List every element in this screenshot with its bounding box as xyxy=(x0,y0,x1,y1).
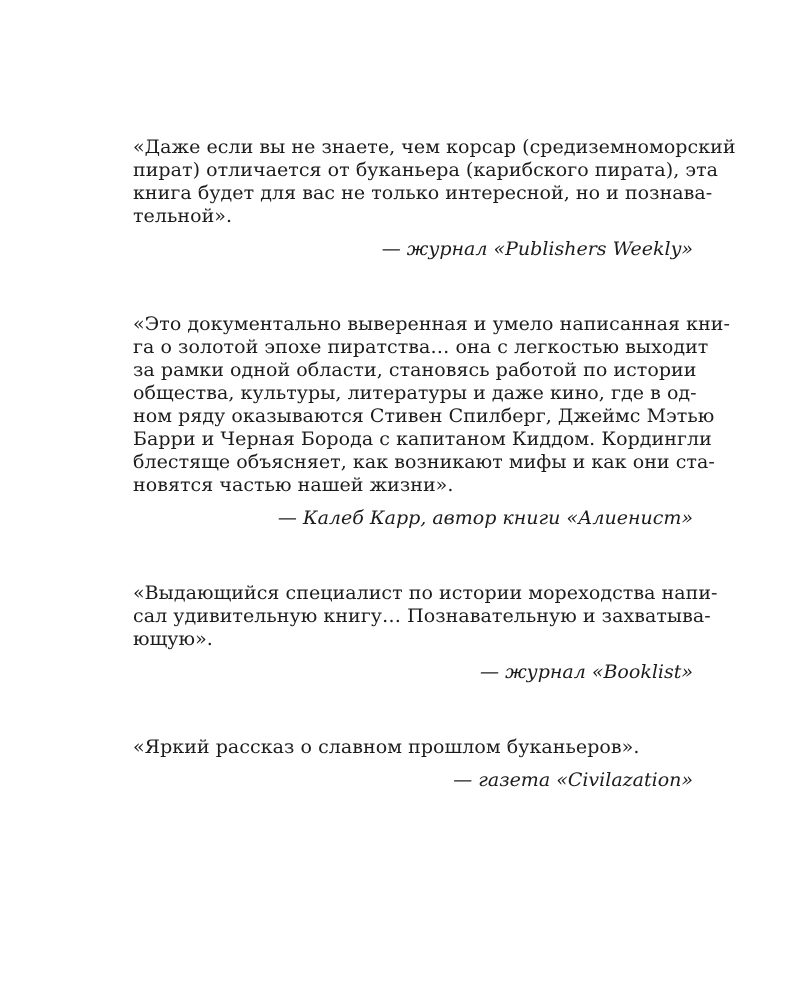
quote-line: ющую». xyxy=(133,628,213,650)
review-booklist xyxy=(133,582,718,684)
quote-line: «Выдающийся специалист по истории мореходства напи- xyxy=(133,582,718,604)
quote-line: пират) отличается от буканьера (карибского пирата), эта xyxy=(133,159,719,181)
quote-line: тельной». xyxy=(133,205,233,227)
quote-line: за рамки одной области, становясь работой по истории xyxy=(133,359,697,381)
quote-line: «Это документально выверенная и умело написанная кни- xyxy=(133,313,730,335)
review-caleb-carr xyxy=(133,313,730,530)
review-quote-text xyxy=(133,736,693,759)
quote-line: Барри и Черная Борода с капитаном Киддом. Кордингли xyxy=(133,428,712,450)
quote-line: блестяще объясняет, как возникают мифы и как они ста- xyxy=(133,451,715,473)
review-attribution: — журнал «Publishers Weekly» xyxy=(381,238,693,260)
quote-line: новятся частью нашей жизни». xyxy=(133,474,454,496)
review-attribution: — Калеб Карр, автор книги «Алиенист» xyxy=(277,507,693,529)
review-attribution: — журнал «Booklist» xyxy=(480,661,693,683)
review-publishers-weekly xyxy=(133,136,736,261)
quote-line: «Даже если вы не знаете, чем корсар (средиземноморский xyxy=(133,136,736,158)
quote-line: книга будет для вас не только интересной, но и познава- xyxy=(133,182,713,204)
review-attribution: — газета «Civilazation» xyxy=(453,769,693,791)
review-civilazation xyxy=(133,736,693,792)
quote-line: «Яркий рассказ о славном прошлом буканьеров». xyxy=(133,736,640,758)
review-quote-text xyxy=(133,313,730,497)
quote-line: общества, культуры, литературы и даже кино, где в од- xyxy=(133,382,697,404)
reviews-page xyxy=(133,136,736,792)
quote-line: сал удивительную книгу… Познавательную и захватыва- xyxy=(133,605,711,627)
quote-line: га о золотой эпохе пиратства… она с легкостью выходит xyxy=(133,336,709,358)
review-quote-text xyxy=(133,582,718,651)
quote-line: ном ряду оказываются Стивен Спилберг, Джеймс Мэтью xyxy=(133,405,715,427)
review-quote-text xyxy=(133,136,736,228)
